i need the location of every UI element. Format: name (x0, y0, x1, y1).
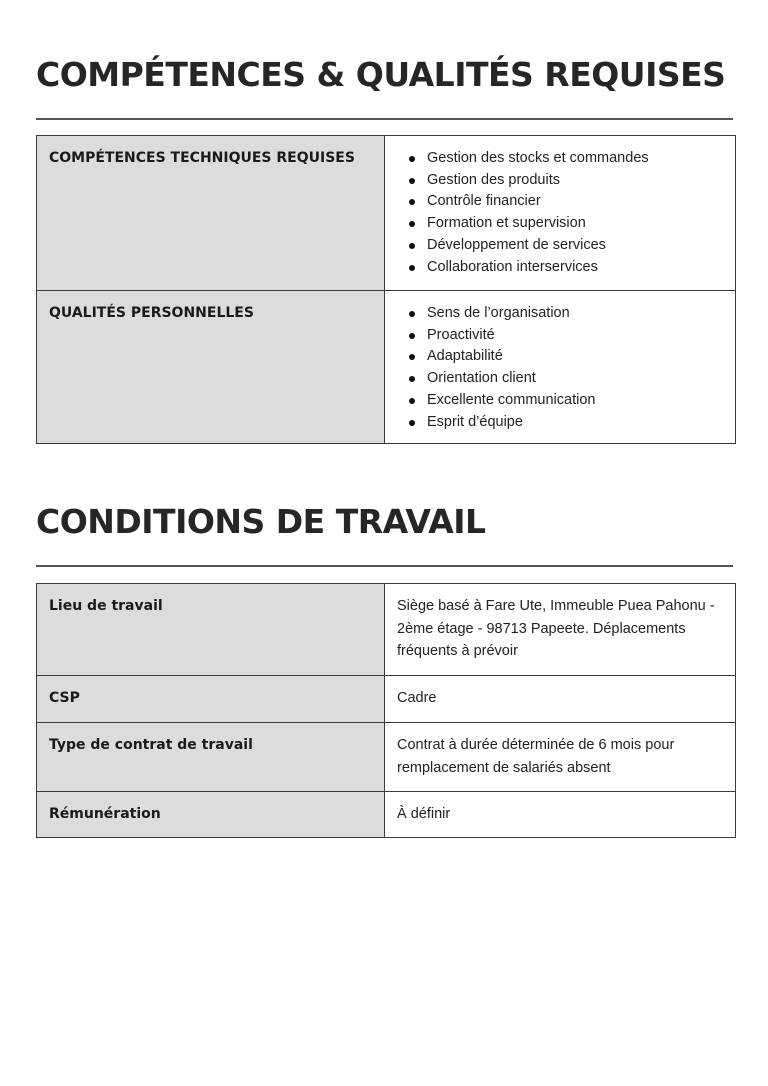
row-label: Lieu de travail (49, 598, 163, 614)
row-label-cell (37, 584, 385, 676)
row-value-cell (385, 792, 736, 838)
row-label: COMPÉTENCES TECHNIQUES REQUISES (49, 150, 355, 166)
row-label: Rémunération (49, 806, 161, 822)
row-value-cell (385, 723, 736, 792)
list-item: Contrôle financier (407, 191, 725, 213)
list-item: Esprit d’équipe (407, 412, 725, 434)
table-row (37, 136, 736, 291)
list-item: Sens de l’organisation (407, 303, 725, 325)
list-item: Excellente communication (407, 390, 725, 412)
row-label: QUALITÉS PERSONNELLES (49, 305, 254, 321)
section-divider (36, 118, 733, 120)
conditions-table (36, 583, 736, 838)
table-row (37, 723, 736, 792)
section-title-competences: COMPÉTENCES & QUALITÉS REQUISES (36, 55, 726, 94)
row-value: Siège basé à Fare Ute, Immeuble Puea Pahonu - 2ème étage - 98713 Papeete. Déplacements fréquents à prévoir (397, 598, 715, 659)
row-label-cell (37, 723, 385, 792)
bullet-list (385, 291, 735, 443)
row-value-cell (385, 136, 736, 291)
list-item: Formation et supervision (407, 213, 725, 235)
list-item: Proactivité (407, 325, 725, 347)
row-value: À définir (397, 806, 451, 822)
row-value-cell (385, 291, 736, 444)
row-value-cell (385, 584, 736, 676)
list-item: Orientation client (407, 368, 725, 390)
row-label-cell (37, 291, 385, 444)
section-divider (36, 565, 733, 567)
section-title-conditions: CONDITIONS DE TRAVAIL (36, 502, 486, 541)
list-item: Collaboration interservices (407, 257, 725, 279)
competences-table (36, 135, 736, 444)
list-item: Adaptabilité (407, 346, 725, 368)
list-item: Gestion des stocks et commandes (407, 148, 725, 170)
row-label-cell (37, 676, 385, 723)
table-row (37, 676, 736, 723)
list-item: Développement de services (407, 235, 725, 257)
row-label: Type de contrat de travail (49, 737, 253, 753)
table-row (37, 291, 736, 444)
list-item: Gestion des produits (407, 170, 725, 192)
row-value: Contrat à durée déterminée de 6 mois pour remplacement de salariés absent (397, 737, 675, 776)
table-row (37, 584, 736, 676)
row-label-cell (37, 136, 385, 291)
row-label: CSP (49, 690, 80, 706)
bullet-list (385, 136, 735, 288)
table-row (37, 792, 736, 838)
row-value-cell (385, 676, 736, 723)
row-label-cell (37, 792, 385, 838)
row-value: Cadre (397, 690, 437, 706)
